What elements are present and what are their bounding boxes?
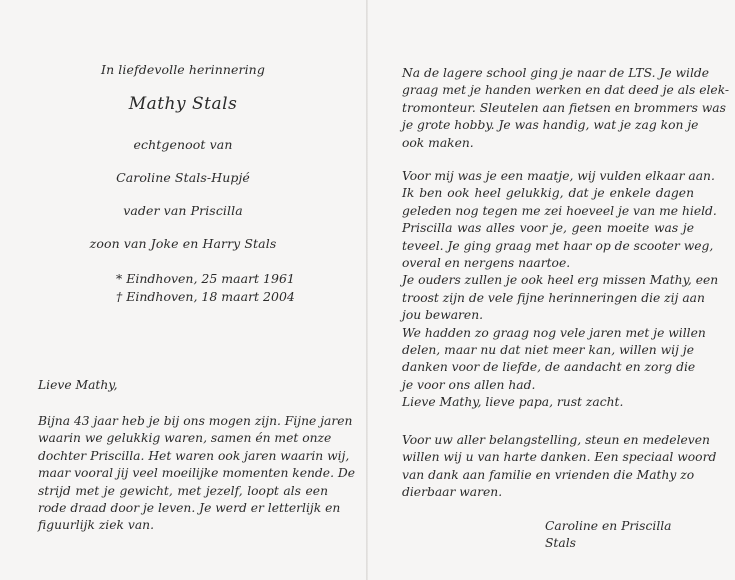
text-line: teveel. Je ging graag met haar op de scooter weg, <box>402 238 714 253</box>
death-date: † Eindhoven, 18 maart 2004 <box>116 289 295 304</box>
salutation: Lieve Mathy, <box>38 378 118 392</box>
text-line: Priscilla was alles voor je, geen moeite was je <box>402 221 694 236</box>
text-line: Lieve Mathy, lieve papa, rust zacht. <box>402 395 624 410</box>
text-line: jou bewaren. <box>402 308 484 323</box>
text-line: dochter Priscilla. Het waren ook jaren waarin wij, <box>38 448 350 463</box>
son-of: zoon van Joke en Harry Stals <box>89 236 277 251</box>
text-line: We hadden zo graag nog vele jaren met je willen <box>402 325 706 340</box>
text-line: danken voor de liefde, de aandacht en zorg die <box>402 360 696 375</box>
text-line: waarin we gelukkig waren, samen én met onze <box>38 431 332 446</box>
text-line: geleden nog tegen me zei hoeveel je van me hield. <box>402 203 717 218</box>
text-line: dierbaar waren. <box>402 485 503 500</box>
text-line: Bijna 43 jaar heb je bij ons mogen zijn. Fijne jaren <box>38 414 353 428</box>
text-line: strijd met je gewicht, met jezelf, loopt als een <box>38 483 328 498</box>
text-line: troost zijn de vele fijne herinneringen die zij aan <box>402 290 705 305</box>
letter-text <box>38 413 356 535</box>
spouse-name: Caroline Stals-Hupjé <box>116 170 250 185</box>
paragraph-memories <box>402 168 719 411</box>
text-line: tromonteur. Sleutelen aan fietsen en brommers was <box>402 100 726 115</box>
spouse-intro: echtgenoot van <box>133 137 233 152</box>
text-line: je voor ons allen had. <box>402 377 536 392</box>
paragraph-thanks <box>402 432 717 502</box>
text-line: willen wij u van harte danken. Een speciaal woord <box>402 450 717 465</box>
text-line: je grote hobby. Je was handig, wat je zag kon je <box>402 118 699 133</box>
text-line: rode draad door je leven. Je werd er letterlijk en <box>38 500 341 515</box>
text-line: delen, maar nu dat niet meer kan, willen wij je <box>402 342 694 357</box>
text-line: ook maken. <box>402 135 474 150</box>
deceased-name: Mathy Stals <box>128 94 238 114</box>
text-line: Voor mij was je een maatje, wij vulden elkaar aan. <box>402 169 715 183</box>
text-line: Voor uw aller belangstelling, steun en medeleven <box>402 433 710 447</box>
text-line: graag met je handen werken en dat deed je als elek- <box>402 83 730 98</box>
text-line: Ik ben ook heel gelukkig, dat je enkele dagen <box>402 186 694 201</box>
text-line: Na de lagere school ging je naar de LTS. Je wilde <box>402 66 710 80</box>
text-line: maar vooral jij veel moeilijke momenten kende. De <box>38 466 356 481</box>
signature: Caroline en Priscilla Stals <box>545 519 672 551</box>
birth-date: * Eindhoven, 25 maart 1961 <box>116 271 295 286</box>
text-line: overal en nergens naartoe. <box>402 255 571 270</box>
father-of: vader van Priscilla <box>123 203 243 218</box>
memorial-heading: In liefdevolle herinnering <box>101 62 265 77</box>
text-line: Je ouders zullen je ook heel erg missen Mathy, een <box>402 273 719 288</box>
paragraph-school <box>402 65 730 152</box>
text-line: figuurlijk ziek van. <box>38 518 154 533</box>
text-line: van dank aan familie en vrienden die Mathy zo <box>402 467 695 482</box>
